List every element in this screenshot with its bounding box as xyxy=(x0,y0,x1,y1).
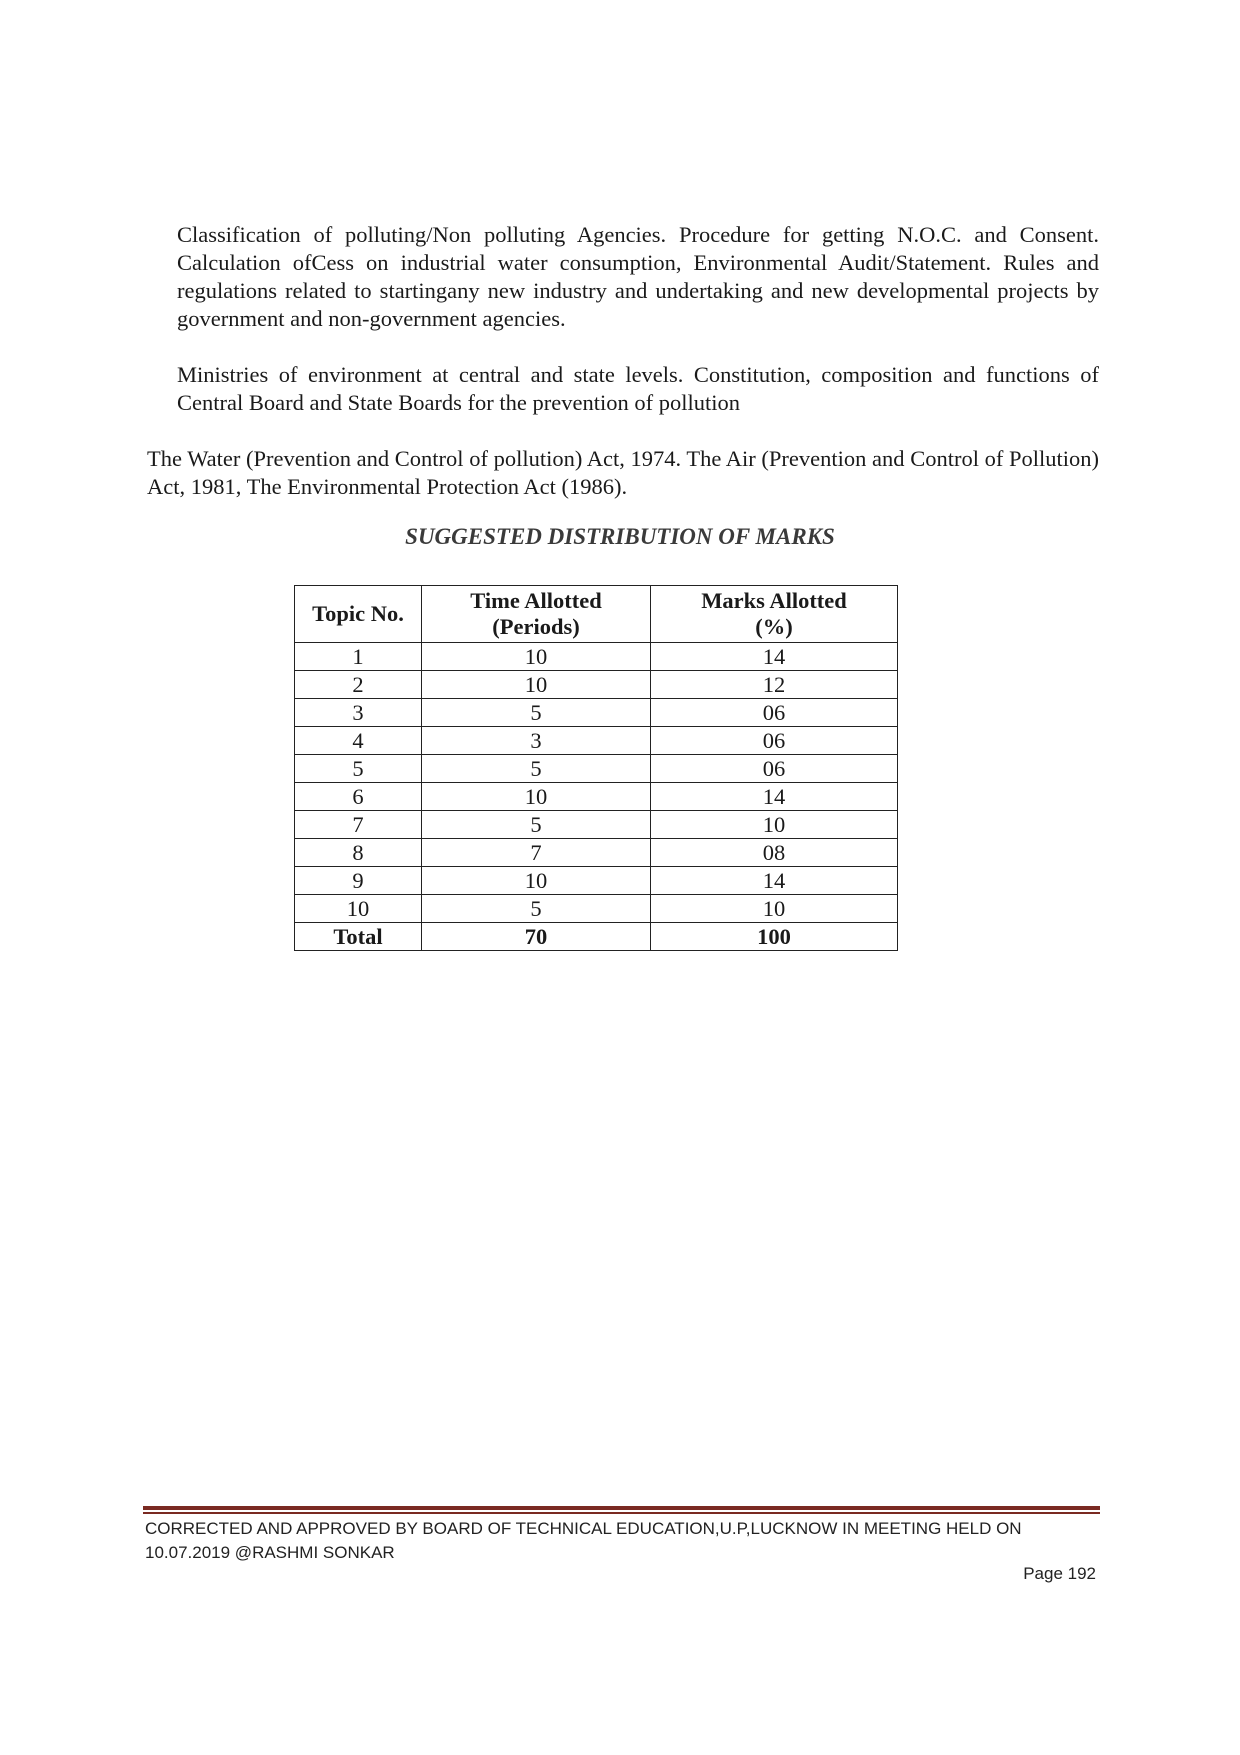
body-paragraph-classification: Classification of polluting/Non polluting Agencies. Procedure for getting N.O.C. and Consent. Calculation ofCess on industrial water consumption, Environmental Audit/Statement. Rules and regulations related to startingany new industry and undertaking and new developmental projects by government and non-government agencies. xyxy=(177,222,1099,331)
cell-topic: 7 xyxy=(295,811,422,839)
table-row xyxy=(295,811,898,839)
cell-topic: 5 xyxy=(295,755,422,783)
cell-marks: 08 xyxy=(651,839,898,867)
cell-marks: 12 xyxy=(651,671,898,699)
table-header-row xyxy=(295,586,898,643)
header-time-line1: Time Allotted xyxy=(470,588,602,613)
cell-time: 5 xyxy=(422,811,651,839)
footer-divider-thick-line xyxy=(143,1506,1100,1510)
footer-line-2: 10.07.2019 @RASHMI SONKAR xyxy=(145,1543,395,1562)
cell-time: 10 xyxy=(422,643,651,671)
cell-topic: 6 xyxy=(295,783,422,811)
cell-topic: 3 xyxy=(295,699,422,727)
cell-time: 10 xyxy=(422,867,651,895)
cell-marks: 14 xyxy=(651,783,898,811)
table-row xyxy=(295,783,898,811)
footer-divider xyxy=(143,1506,1100,1514)
header-marks-line1: Marks Allotted xyxy=(701,588,847,613)
cell-time: 3 xyxy=(422,727,651,755)
page-number: Page 192 xyxy=(1023,1564,1096,1583)
table-row xyxy=(295,867,898,895)
cell-marks: 14 xyxy=(651,867,898,895)
table-title: SUGGESTED DISTRIBUTION OF MARKS xyxy=(405,524,835,549)
cell-topic: 10 xyxy=(295,895,422,923)
total-label: Total xyxy=(295,923,422,951)
cell-topic: 4 xyxy=(295,727,422,755)
header-topic-no xyxy=(295,586,422,643)
body-paragraph-ministries: Ministries of environment at central and state levels. Constitution, composition and functions of Central Board and State Boards for the prevention of pollution xyxy=(177,362,1099,415)
marks-distribution-table xyxy=(294,585,898,951)
footer-divider-thin-line xyxy=(143,1512,1100,1514)
cell-topic: 8 xyxy=(295,839,422,867)
total-marks: 100 xyxy=(651,923,898,951)
cell-marks: 10 xyxy=(651,895,898,923)
cell-marks: 06 xyxy=(651,699,898,727)
header-marks-allotted xyxy=(651,586,898,643)
cell-topic: 9 xyxy=(295,867,422,895)
cell-topic: 2 xyxy=(295,671,422,699)
cell-time: 10 xyxy=(422,671,651,699)
table-row xyxy=(295,755,898,783)
cell-topic: 1 xyxy=(295,643,422,671)
footer-approval-note xyxy=(145,1517,1105,1565)
cell-marks: 14 xyxy=(651,643,898,671)
table-row xyxy=(295,671,898,699)
cell-time: 5 xyxy=(422,755,651,783)
table-row xyxy=(295,839,898,867)
table-row xyxy=(295,895,898,923)
header-time-line2: (Periods) xyxy=(492,614,580,639)
cell-marks: 06 xyxy=(651,755,898,783)
body-paragraph-acts: The Water (Prevention and Control of pollution) Act, 1974. The Air (Prevention and Control of Pollution) Act, 1981, The Environmental Protection Act (1986). xyxy=(147,446,1099,499)
table-row xyxy=(295,727,898,755)
table-row xyxy=(295,643,898,671)
cell-time: 5 xyxy=(422,895,651,923)
cell-time: 10 xyxy=(422,783,651,811)
cell-time: 7 xyxy=(422,839,651,867)
table-total-row xyxy=(295,923,898,951)
footer-line-1: CORRECTED AND APPROVED BY BOARD OF TECHNICAL EDUCATION,U.P,LUCKNOW IN MEETING HELD ON xyxy=(145,1519,1022,1538)
header-time-allotted xyxy=(422,586,651,643)
table-row xyxy=(295,699,898,727)
cell-time: 5 xyxy=(422,699,651,727)
header-marks-line2: (%) xyxy=(755,614,793,639)
cell-marks: 10 xyxy=(651,811,898,839)
header-topic-no-label: Topic No. xyxy=(312,601,404,626)
total-time: 70 xyxy=(422,923,651,951)
cell-marks: 06 xyxy=(651,727,898,755)
